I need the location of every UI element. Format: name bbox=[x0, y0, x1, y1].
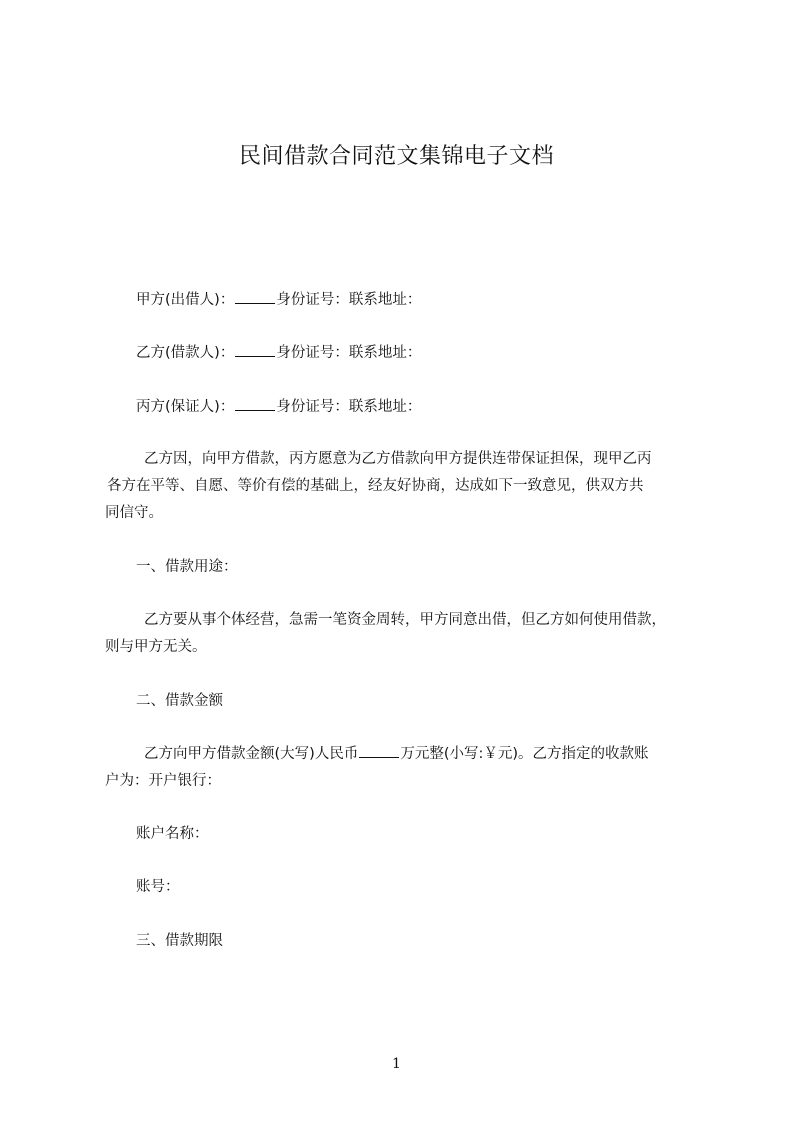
borrower-line bbox=[136, 340, 716, 367]
borrower-label: 乙方(借款人)： bbox=[136, 345, 235, 361]
section3-heading: 三、借款期限 bbox=[136, 933, 223, 949]
account-number-line: 账号： bbox=[136, 879, 180, 895]
section1-line-1: 乙方要从事个体经营，急需一笔资金周转，甲方同意出借，但乙方如何使用借款， bbox=[144, 612, 666, 628]
lender-fields: 身份证号：联系地址： bbox=[276, 292, 422, 308]
amount-text-before: 乙方向甲方借款金额(大写)人民币 bbox=[144, 746, 359, 762]
guarantor-line bbox=[136, 394, 716, 421]
guarantor-fields: 身份证号：联系地址： bbox=[276, 399, 422, 415]
preamble-line-3: 同信守。 bbox=[105, 505, 163, 521]
section1-paragraph bbox=[105, 607, 716, 661]
section2-paragraph bbox=[105, 741, 716, 795]
amount-blank bbox=[359, 742, 399, 758]
amount-text-after: 万元整(小写:￥元)。乙方指定的收款账 bbox=[400, 746, 649, 762]
preamble-paragraph bbox=[105, 446, 716, 527]
page-number: 1 bbox=[392, 1056, 401, 1072]
preamble-line-2: 各方在平等、自愿、等价有偿的基础上，经友好协商，达成如下一致意见，供双方共 bbox=[107, 478, 644, 494]
lender-label: 甲方(出借人)： bbox=[136, 292, 235, 308]
borrower-fields: 身份证号：联系地址： bbox=[276, 345, 422, 361]
lender-name-blank bbox=[235, 288, 275, 304]
section2-line-1 bbox=[136, 741, 716, 768]
section2-line-2: 户为：开户银行： bbox=[105, 773, 221, 789]
section2-heading: 二、借款金额 bbox=[136, 693, 223, 709]
guarantor-name-blank bbox=[235, 395, 275, 411]
section1-heading: 一、借款用途： bbox=[136, 559, 238, 575]
section1-line-2: 则与甲方无关。 bbox=[105, 639, 207, 655]
preamble-line-1: 乙方因，向甲方借款，丙方愿意为乙方借款向甲方提供连带保证担保，现甲乙丙 bbox=[144, 451, 652, 467]
borrower-name-blank bbox=[235, 341, 275, 357]
document-title: 民间借款合同范文集锦电子文档 bbox=[238, 144, 554, 169]
guarantor-label: 丙方(保证人)： bbox=[136, 399, 235, 415]
account-name-line: 账户名称： bbox=[136, 826, 209, 842]
lender-line bbox=[136, 287, 716, 314]
